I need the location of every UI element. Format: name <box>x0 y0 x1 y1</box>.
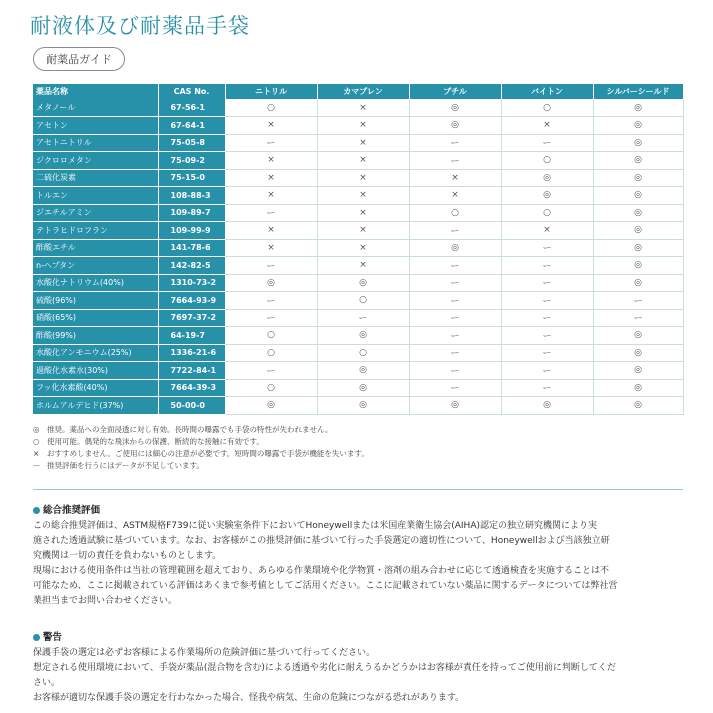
rating-cell: × <box>225 169 317 187</box>
section-heading: 警告 <box>43 632 63 643</box>
rating-cell: × <box>317 239 409 257</box>
rating-cell: ー <box>409 134 501 152</box>
header-chemical-name: 薬品名称 <box>33 84 158 99</box>
rating-cell: ◎ <box>593 222 683 240</box>
rating-cell: ◎ <box>593 239 683 257</box>
paragraph-line: この総合推奨評価は、ASTM規格F739に従い実験室条件下においてHoneywellまたは米国産業衛生協会(AIHA)認定の独立研究機関により実 <box>33 521 597 531</box>
chemical-name-cell: 酢酸エチル <box>33 239 158 257</box>
rating-cell: ○ <box>225 99 317 117</box>
rating-cell: ○ <box>501 204 593 222</box>
rating-cell: × <box>225 152 317 170</box>
paragraph-line: 保護手袋の選定は必ずお客様による作業場所の危険評価に基づいて行ってください。 <box>33 648 376 658</box>
chemical-name-cell: n-ヘプタン <box>33 257 158 275</box>
section-divider <box>33 489 683 490</box>
legend-item <box>33 424 369 436</box>
rating-cell: × <box>317 117 409 135</box>
rating-cell: ◎ <box>593 257 683 275</box>
rating-cell: × <box>225 239 317 257</box>
paragraph-line: 想定される使用環境において、手袋が薬品(混合物を含む)による透過や劣化に耐えうるかどうかはお客様が責任を持ってご使用前に判断してくだ <box>33 663 616 673</box>
paragraph-line: お客様が適切な保護手袋の選定を行わなかった場合、怪我や病気、生命の危険につながる恐れがあります。 <box>33 693 465 703</box>
rating-cell: ◎ <box>593 274 683 292</box>
bullet-dot-icon <box>33 507 40 514</box>
chemical-name-cell: ホルムアルデヒド(37%) <box>33 397 158 415</box>
page-title: 耐液体及び耐薬品手袋 <box>30 14 250 38</box>
paragraph-line: 可能なため、ここに掲載されている評価はあくまで参考値としてご活用ください。ここに記載されていない薬品に関するデータについては弊社営 <box>33 581 618 591</box>
cas-number-cell: 50-00-0 <box>158 397 225 415</box>
paragraph-line: 施された透過試験に基づいています。なお、お客様がこの推奨評価に基づいて行った手袋選定の適切性について、Honeywellおよび当該独立研 <box>33 536 610 546</box>
rating-cell: ○ <box>409 204 501 222</box>
paragraph-line: 究機関は一切の責任を負わないものとします。 <box>33 551 222 561</box>
rating-cell: × <box>317 169 409 187</box>
chemical-name-cell: 二硫化炭素 <box>33 169 158 187</box>
table-row <box>33 257 683 275</box>
rating-cell: ◎ <box>317 362 409 380</box>
rating-cell: ー <box>225 204 317 222</box>
section-body <box>33 646 683 706</box>
legend-symbol: × <box>33 449 40 458</box>
section-heading: 総合推奨評価 <box>43 505 101 516</box>
rating-cell: ー <box>409 274 501 292</box>
chemical-name-cell: 水酸化アンモニウム(25%) <box>33 344 158 362</box>
rating-cell: ◎ <box>501 187 593 205</box>
cas-number-cell: 1336-21-6 <box>158 344 225 362</box>
rating-cell: ー <box>501 327 593 345</box>
table-row <box>33 274 683 292</box>
table-header-row <box>33 84 683 99</box>
rating-cell: ー <box>409 292 501 310</box>
legend-item <box>33 436 369 448</box>
chemical-name-cell: アセトニトリル <box>33 134 158 152</box>
rating-cell: × <box>317 99 409 117</box>
table-row <box>33 344 683 362</box>
legend <box>33 424 369 472</box>
rating-cell: ◎ <box>409 117 501 135</box>
table-row <box>33 169 683 187</box>
cas-number-cell: 7664-39-3 <box>158 379 225 397</box>
rating-cell: ◎ <box>593 99 683 117</box>
rating-cell: ー <box>501 362 593 380</box>
chemical-resistance-table <box>33 84 684 415</box>
chemical-name-cell: 水酸化ナトリウム(40%) <box>33 274 158 292</box>
table-row <box>33 117 683 135</box>
rating-cell: ー <box>501 344 593 362</box>
rating-cell: ○ <box>501 152 593 170</box>
rating-cell: ー <box>409 152 501 170</box>
cas-number-cell: 142-82-5 <box>158 257 225 275</box>
rating-cell: × <box>317 222 409 240</box>
paragraph-line: 現場における使用条件は当社の管理範囲を超えており、あらゆる作業環境や化学物質・溶剤の組み合わせに応じて透過検査を実施することは不 <box>33 566 610 576</box>
legend-symbol: ○ <box>33 437 40 446</box>
chemical-name-cell: ジクロロメタン <box>33 152 158 170</box>
rating-cell: ー <box>501 257 593 275</box>
cas-number-cell: 67-64-1 <box>158 117 225 135</box>
section-overall-rating <box>33 503 683 609</box>
rating-cell: × <box>409 169 501 187</box>
section-body <box>33 519 683 609</box>
rating-cell: ○ <box>317 292 409 310</box>
cas-number-cell: 75-09-2 <box>158 152 225 170</box>
cas-number-cell: 109-89-7 <box>158 204 225 222</box>
rating-cell: ー <box>501 379 593 397</box>
chemical-name-cell: アセトン <box>33 117 158 135</box>
rating-cell: ◎ <box>593 117 683 135</box>
cas-number-cell: 108-88-3 <box>158 187 225 205</box>
rating-cell: × <box>501 222 593 240</box>
legend-item <box>33 460 369 472</box>
table-row <box>33 239 683 257</box>
chemical-name-cell: 硫酸(96%) <box>33 292 158 310</box>
table-row <box>33 327 683 345</box>
legend-symbol: ー <box>33 461 41 470</box>
header-glove-material: ニトリル <box>225 84 317 99</box>
rating-cell: ー <box>225 257 317 275</box>
chemical-name-cell: ジエチルアミン <box>33 204 158 222</box>
rating-cell: × <box>317 187 409 205</box>
rating-cell: ー <box>225 292 317 310</box>
rating-cell: ー <box>225 362 317 380</box>
table-row <box>33 204 683 222</box>
table-row <box>33 292 683 310</box>
legend-text: 使用可能。偶発的な飛沫からの保護、断続的な接触に有効です。 <box>47 437 264 446</box>
table-row <box>33 397 683 415</box>
rating-cell: ー <box>409 362 501 380</box>
chemical-guide-button[interactable]: 耐薬品ガイド <box>33 47 125 71</box>
legend-text: 推奨評価を行うにはデータが不足しています。 <box>47 461 204 470</box>
cas-number-cell: 7722-84-1 <box>158 362 225 380</box>
rating-cell: ◎ <box>501 169 593 187</box>
rating-cell: ー <box>409 222 501 240</box>
header-glove-material: ブチル <box>409 84 501 99</box>
rating-cell: ◎ <box>501 397 593 415</box>
rating-cell: ◎ <box>593 204 683 222</box>
rating-cell: ー <box>501 239 593 257</box>
rating-cell: ー <box>409 379 501 397</box>
rating-cell: ◎ <box>593 152 683 170</box>
table-row <box>33 134 683 152</box>
rating-cell: × <box>317 152 409 170</box>
rating-cell: ◎ <box>593 344 683 362</box>
table-row <box>33 379 683 397</box>
chemical-name-cell: 硝酸(65%) <box>33 309 158 327</box>
cas-number-cell: 67-56-1 <box>158 99 225 117</box>
rating-cell: ー <box>501 274 593 292</box>
rating-cell: ー <box>593 292 683 310</box>
table-row <box>33 222 683 240</box>
legend-item <box>33 448 369 460</box>
rating-cell: × <box>317 134 409 152</box>
chemical-name-cell: 酢酸(99%) <box>33 327 158 345</box>
paragraph-line: 業担当までお問い合わせください。 <box>33 596 178 606</box>
rating-cell: × <box>225 222 317 240</box>
legend-text: 推奨。薬品への全面浸透に対し有効。長時間の曝露でも手袋の特性が失われません。 <box>47 425 333 434</box>
rating-cell: ◎ <box>593 169 683 187</box>
table-row <box>33 187 683 205</box>
table-row <box>33 99 683 117</box>
chemical-name-cell: メタノール <box>33 99 158 117</box>
legend-text: おすすめしません。ご使用には細心の注意が必要です。短時間の曝露で手袋が機能を失います。 <box>47 449 369 458</box>
rating-cell: ○ <box>225 379 317 397</box>
rating-cell: ー <box>501 309 593 327</box>
rating-cell: ◎ <box>225 274 317 292</box>
chemical-name-cell: 過酸化水素水(30%) <box>33 362 158 380</box>
rating-cell: ー <box>409 309 501 327</box>
rating-cell: × <box>409 187 501 205</box>
cas-number-cell: 7697-37-2 <box>158 309 225 327</box>
cas-number-cell: 75-05-8 <box>158 134 225 152</box>
rating-cell: ◎ <box>593 379 683 397</box>
header-cas-no: CAS No. <box>158 84 225 99</box>
rating-cell: ◎ <box>593 134 683 152</box>
header-glove-material: シルバーシールド <box>593 84 683 99</box>
rating-cell: ー <box>225 309 317 327</box>
rating-cell: ○ <box>225 344 317 362</box>
rating-cell: ○ <box>317 344 409 362</box>
cas-number-cell: 1310-73-2 <box>158 274 225 292</box>
rating-cell: ◎ <box>317 327 409 345</box>
table-row <box>33 152 683 170</box>
cas-number-cell: 75-15-0 <box>158 169 225 187</box>
chemical-name-cell: フッ化水素酸(40%) <box>33 379 158 397</box>
cas-number-cell: 7664-93-9 <box>158 292 225 310</box>
rating-cell: ◎ <box>593 362 683 380</box>
rating-cell: ◎ <box>225 397 317 415</box>
legend-symbol: ◎ <box>33 425 40 434</box>
chemical-name-cell: テトラヒドロフラン <box>33 222 158 240</box>
chemical-name-cell: トルエン <box>33 187 158 205</box>
rating-cell: ー <box>317 309 409 327</box>
rating-cell: × <box>225 187 317 205</box>
cas-number-cell: 141-78-6 <box>158 239 225 257</box>
section-warning <box>33 630 683 706</box>
rating-cell: ー <box>409 327 501 345</box>
cas-number-cell: 64-19-7 <box>158 327 225 345</box>
rating-cell: ◎ <box>317 397 409 415</box>
paragraph-line: さい。 <box>33 678 61 688</box>
rating-cell: ◎ <box>317 379 409 397</box>
rating-cell: ◎ <box>593 187 683 205</box>
rating-cell: ー <box>409 257 501 275</box>
rating-cell: ◎ <box>409 397 501 415</box>
rating-cell: ◎ <box>593 397 683 415</box>
rating-cell: ー <box>501 134 593 152</box>
rating-cell: ー <box>501 292 593 310</box>
rating-cell: ◎ <box>409 239 501 257</box>
header-glove-material: バイトン <box>501 84 593 99</box>
table-row <box>33 362 683 380</box>
rating-cell: × <box>225 117 317 135</box>
rating-cell: ー <box>225 134 317 152</box>
rating-cell: ○ <box>501 99 593 117</box>
header-glove-material: カマプレン <box>317 84 409 99</box>
rating-cell: ー <box>593 309 683 327</box>
rating-cell: × <box>317 204 409 222</box>
rating-cell: ◎ <box>593 327 683 345</box>
cas-number-cell: 109-99-9 <box>158 222 225 240</box>
table-row <box>33 309 683 327</box>
rating-cell: × <box>317 257 409 275</box>
rating-cell: ◎ <box>317 274 409 292</box>
bullet-dot-icon <box>33 634 40 641</box>
rating-cell: ◎ <box>409 99 501 117</box>
rating-cell: × <box>501 117 593 135</box>
rating-cell: ー <box>409 344 501 362</box>
rating-cell: ○ <box>225 327 317 345</box>
